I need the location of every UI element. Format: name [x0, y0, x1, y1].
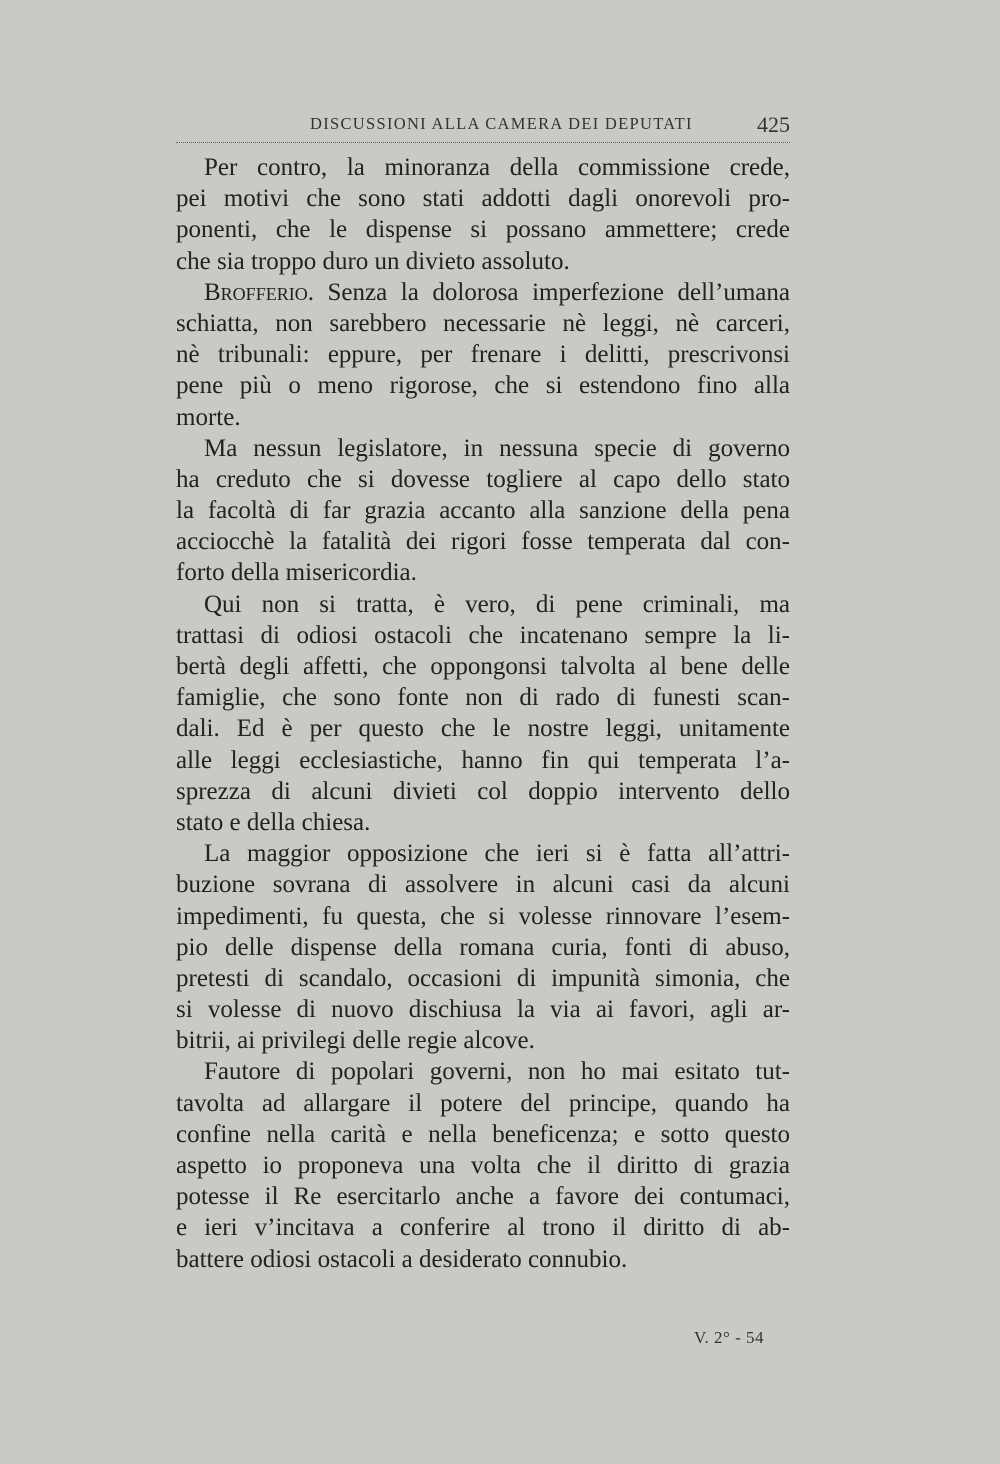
text-line: pretesti di scandalo, occasioni di impunità simonia, che	[176, 964, 790, 992]
text-line: stato e della chiesa.	[176, 808, 371, 836]
paragraph	[176, 1056, 790, 1274]
text-line: La maggior opposizione che ieri si è fatta all’attri-	[204, 840, 790, 868]
paragraph	[176, 433, 790, 589]
text-line: ponenti, che le dispense si possano ammettere; crede	[176, 216, 790, 244]
text-line: forto della misericordia.	[176, 559, 417, 587]
text-line: dali. Ed è per questo che le nostre leggi, unitamente	[176, 715, 790, 743]
running-title: DISCUSSIONI ALLA CAMERA DEI DEPUTATI	[310, 114, 693, 133]
speaker-name: Brofferio.	[204, 278, 314, 306]
paragraph	[176, 152, 790, 277]
text-line: pei motivi che sono stati addotti dagli onorevoli pro-	[176, 185, 790, 213]
text-line: aspetto io proponeva una volta che il diritto di grazia	[176, 1152, 790, 1179]
text-line: acciocchè la fatalità dei rigori fosse temperata dal con-	[176, 528, 790, 556]
text-line: Per contro, la minoranza della commissione crede,	[204, 154, 790, 181]
text-line: bitrii, ai privilegi delle regie alcove.	[176, 1027, 535, 1055]
text-line: buzione sovrana di assolvere in alcuni casi da alcuni	[176, 871, 790, 899]
paragraph	[176, 589, 790, 839]
text-line: trattasi di odiosi ostacoli che incatenano sempre la li-	[176, 621, 790, 649]
text-line: schiatta, non sarebbero necessarie nè leggi, nè carceri,	[176, 309, 790, 337]
text-line: sprezza di alcuni divieti col doppio intervento dello	[176, 777, 790, 805]
signature-mark: V. 2° - 54	[693, 1328, 764, 1347]
paragraph	[176, 277, 790, 433]
running-head	[176, 112, 790, 143]
text-line: confine nella carità e nella beneficenza; e sotto questo	[176, 1120, 790, 1148]
text-line: e ieri v’incitava a conferire al trono il diritto di ab-	[176, 1214, 790, 1242]
text-line: pio delle dispense della romana curia, fonti di abuso,	[176, 933, 790, 961]
text-line: tavolta ad allargare il potere del principe, quando ha	[176, 1089, 790, 1117]
body-text	[176, 152, 790, 1275]
paragraph	[176, 838, 790, 1056]
text-line: alle leggi ecclesiastiche, hanno fin qui temperata l’a-	[176, 746, 790, 774]
text-line	[176, 277, 790, 308]
text-line: ha creduto che si dovesse togliere al capo dello stato	[176, 465, 790, 493]
text-line: pene più o meno rigorose, che si estendono fino alla	[176, 372, 790, 400]
text-line: potesse il Re esercitarlo anche a favore dei contumaci,	[176, 1183, 790, 1211]
speech-text: Senza la dolorosa imperfezione dell’umana	[313, 278, 790, 306]
text-line: morte.	[176, 403, 241, 431]
text-line: la facoltà di far grazia accanto alla sanzione della pena	[176, 497, 790, 525]
page-number: 425	[757, 112, 790, 137]
text-line: Ma nessun legislatore, in nessuna specie di governo	[204, 434, 790, 462]
text-line: nè tribunali: eppure, per frenare i delitti, prescrivonsi	[176, 341, 790, 369]
text-line: impedimenti, fu questa, che si volesse rinnovare l’esem-	[176, 902, 790, 930]
text-line: famiglie, che sono fonte non di rado di funesti scan-	[176, 684, 790, 712]
text-line: Qui non si tratta, è vero, di pene criminali, ma	[204, 590, 790, 618]
text-line: bertà degli affetti, che oppongonsi talvolta al bene delle	[176, 653, 790, 680]
text-line: che sia troppo duro un divieto assoluto.	[176, 247, 570, 275]
text-line: battere odiosi ostacoli a desiderato connubio.	[176, 1245, 628, 1273]
text-line: si volesse di nuovo dischiusa la via ai favori, agli ar-	[176, 996, 790, 1024]
text-line: Fautore di popolari governi, non ho mai esitato tut-	[204, 1058, 790, 1086]
